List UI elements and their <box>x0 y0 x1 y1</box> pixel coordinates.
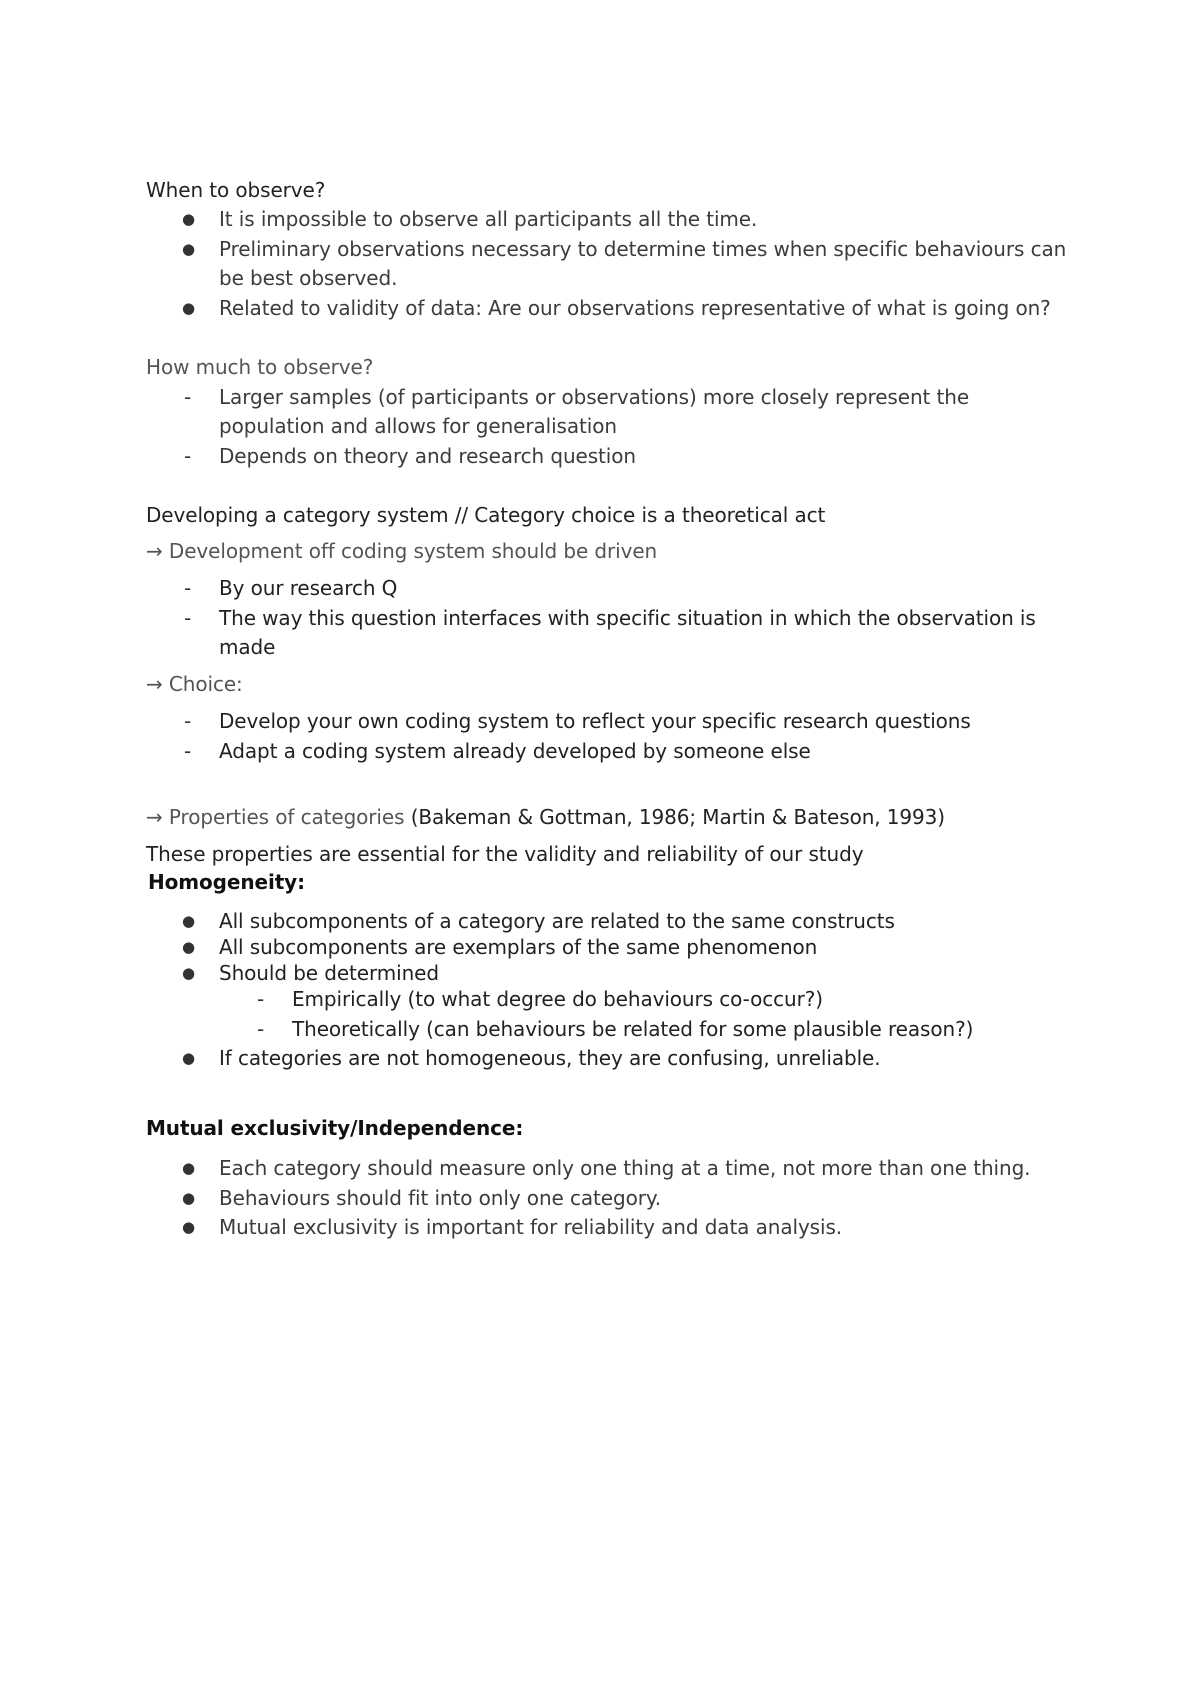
bullet-marker: ● <box>182 938 196 956</box>
homogeneity-bullet-4: If categories are not homogeneous, they are confusing, unreliable. <box>219 1046 881 1070</box>
dash-marker: - <box>184 576 192 600</box>
properties-reference: (Bakeman & Gottman, 1986; Martin & Bateson, 1993) <box>410 805 945 829</box>
bullet-marker: ● <box>182 210 196 228</box>
dash-marker: - <box>184 606 192 630</box>
heading-how-much: How much to observe? <box>146 355 374 379</box>
dash-marker: - <box>184 739 192 763</box>
bullet-marker: ● <box>182 299 196 317</box>
bullet-marker: ● <box>182 1189 196 1207</box>
dash-marker: - <box>184 385 192 409</box>
driven-item-1: By our research Q <box>219 576 398 600</box>
choice-item-2: Adapt a coding system already developed by someone else <box>219 739 811 763</box>
choice-item-1: Develop your own coding system to reflect your specific research questions <box>219 709 971 733</box>
how-much-item-1-cont: population and allows for generalisation <box>219 414 617 438</box>
heading-homogeneity: Homogeneity: <box>148 870 305 894</box>
bullet-marker: ● <box>182 964 196 982</box>
properties-label: → Properties of categories <box>146 805 405 829</box>
homogeneity-sub-2: Theoretically (can behaviours be related for some plausible reason?) <box>292 1017 974 1041</box>
heading-when-to-observe: When to observe? <box>146 178 326 202</box>
bullet-marker: ● <box>182 1218 196 1236</box>
mutual-bullet-1: Each category should measure only one thing at a time, not more than one thing. <box>219 1156 1031 1180</box>
driven-item-2: The way this question interfaces with specific situation in which the observation is <box>219 606 1036 630</box>
bullet-marker: ● <box>182 1159 196 1177</box>
heading-category-system: Developing a category system // Category choice is a theoretical act <box>146 503 826 527</box>
when-bullet-2: Preliminary observations necessary to determine times when specific behaviours can <box>219 237 1067 261</box>
mutual-bullet-3: Mutual exclusivity is important for reliability and data analysis. <box>219 1215 843 1239</box>
homogeneity-sub-1: Empirically (to what degree do behaviours co-occur?) <box>292 987 823 1011</box>
homogeneity-bullet-3: Should be determined <box>219 961 439 985</box>
bullet-marker: ● <box>182 1049 196 1067</box>
mutual-bullet-2: Behaviours should fit into only one category. <box>219 1186 661 1210</box>
properties-essential: These properties are essential for the validity and reliability of our study <box>146 842 864 866</box>
dash-marker: - <box>257 987 265 1011</box>
category-driven: → Development off coding system should be driven <box>146 539 658 563</box>
homogeneity-bullet-2: All subcomponents are exemplars of the same phenomenon <box>219 935 818 959</box>
dash-marker: - <box>184 444 192 468</box>
driven-item-2-cont: made <box>219 635 276 659</box>
bullet-marker: ● <box>182 240 196 258</box>
heading-mutual-exclusivity: Mutual exclusivity/Independence: <box>146 1116 524 1140</box>
when-bullet-3: Related to validity of data: Are our observations representative of what is going on? <box>219 296 1051 320</box>
when-bullet-2-cont: be best observed. <box>219 266 398 290</box>
dash-marker: - <box>257 1017 265 1041</box>
homogeneity-bullet-1: All subcomponents of a category are related to the same constructs <box>219 909 895 933</box>
how-much-item-1: Larger samples (of participants or observations) more closely represent the <box>219 385 970 409</box>
properties-line <box>146 804 945 830</box>
bullet-marker: ● <box>182 912 196 930</box>
dash-marker: - <box>184 709 192 733</box>
when-bullet-1: It is impossible to observe all participants all the time. <box>219 207 758 231</box>
category-choice: → Choice: <box>146 672 243 696</box>
how-much-item-2: Depends on theory and research question <box>219 444 636 468</box>
